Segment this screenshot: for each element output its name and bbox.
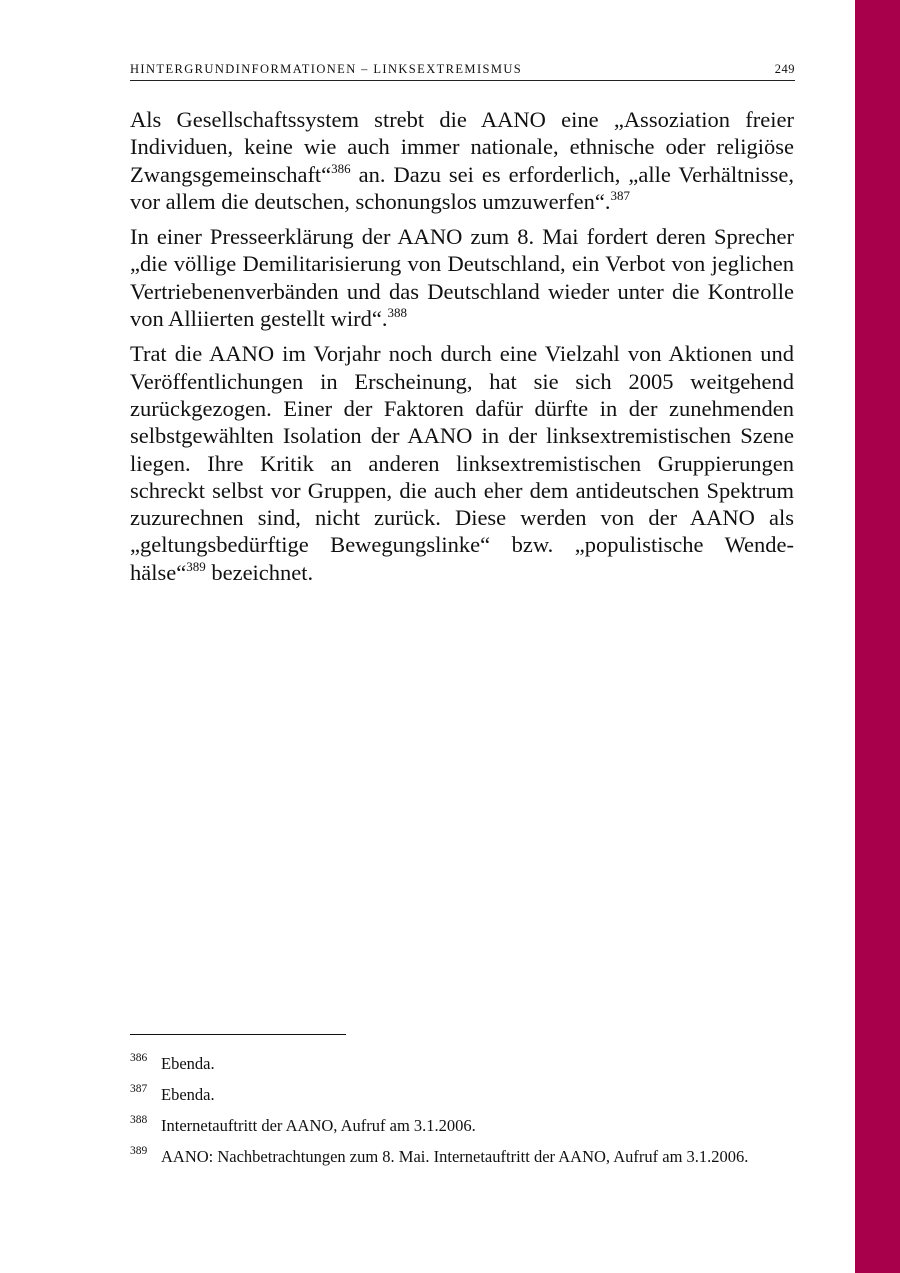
footnote-number: 388 xyxy=(130,1114,148,1126)
footnote-ref-387[interactable]: 387 xyxy=(610,187,630,203)
footnote-number: 386 xyxy=(130,1052,148,1064)
paragraph-3-text-a: Trat die AANO im Vorjahr noch durch eine Vielzahl von Aktionen und Veröffentlichungen in Erscheinung, hat sie sich 2005 weitgehend zurückgezogen. Einer der Faktoren dafür dürfte in der zunehmenden selbstgewählten Isolation der AANO in der linksextremistischen Szene liegen. Ihre Kritik an anderen linksextremistischen Gruppierungen schreckt selbst vor Gruppen, die auch eher dem antideutschen Spektrum zuzurechnen sind, nicht zurück. Diese werden von der AANO als „geltungsbedürftige Bewegungslinke“ bzw. „populistische Wendehälse“ xyxy=(130,341,794,585)
paragraph-2-text: In einer Presseerklärung der AANO zum 8. Mai fordert deren Sprecher „die völlige Demilitarisierung von Deutschland, ein Verbot von jeglichen Vertriebenenverbänden und das Deutschland wieder unter die Kontrolle von Alliierten gestellt wird“. xyxy=(130,224,794,332)
paragraph-1-text-a: Als Gesellschaftssystem strebt die AANO eine „Assoziation freier Individuen, keine wie auch immer nationale, ethnische oder religiöse Zwangsgemeinschaft“ xyxy=(130,107,794,187)
paragraph-1 xyxy=(130,106,794,215)
running-header xyxy=(130,62,795,81)
footnote-text: Ebenda. xyxy=(161,1085,215,1104)
body-text xyxy=(130,106,794,594)
side-color-bar xyxy=(855,0,900,1273)
footnote-387 xyxy=(130,1084,794,1105)
footnote-ref-389[interactable]: 389 xyxy=(186,558,206,574)
footnote-separator xyxy=(130,1034,346,1035)
footnote-number: 389 xyxy=(130,1145,148,1157)
footnote-text: Internetauftritt der AANO, Aufruf am 3.1.2006. xyxy=(161,1116,476,1135)
footnotes xyxy=(130,1053,794,1177)
paragraph-2 xyxy=(130,223,794,332)
footnote-388 xyxy=(130,1115,794,1136)
footnote-ref-386[interactable]: 386 xyxy=(331,160,351,176)
footnote-text: AANO: Nachbetrachtungen zum 8. Mai. Internetauftritt der AANO, Aufruf am 3.1.2006. xyxy=(161,1147,749,1166)
footnote-number: 387 xyxy=(130,1083,148,1095)
footnote-389 xyxy=(130,1146,794,1167)
footnote-ref-388[interactable]: 388 xyxy=(387,305,407,321)
paragraph-3-text-b: bezeichnet. xyxy=(205,559,314,585)
paragraph-1-text-b: an. Dazu sei es erforderlich, „alle Verhältnisse, vor allem die deutschen, schonungslos umzuwerfen“. xyxy=(130,161,794,214)
running-header-title: HINTERGRUNDINFORMATIONEN – LINKSEXTREMISMUS xyxy=(130,62,523,76)
paragraph-3 xyxy=(130,340,794,586)
footnote-386 xyxy=(130,1053,794,1074)
footnote-text: Ebenda. xyxy=(161,1054,215,1073)
page-number: 249 xyxy=(774,62,795,76)
